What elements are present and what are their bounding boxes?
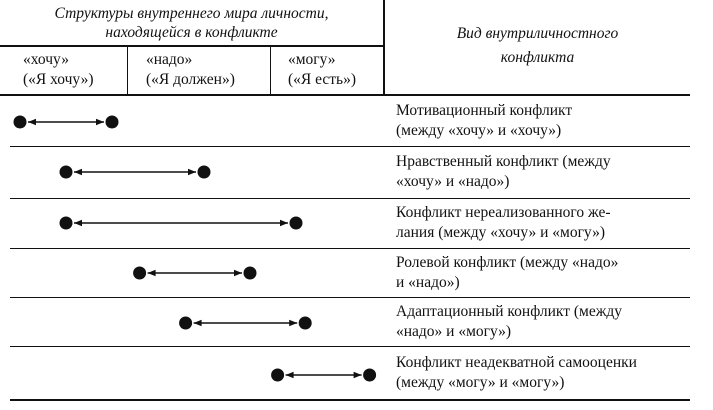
- row-1-arrowhead-left: [28, 119, 36, 125]
- row-5-dot-end: [299, 317, 312, 330]
- header-structures-line1: Структуры внутреннего мира личности,: [54, 5, 329, 22]
- row-3-arrowhead-left: [74, 220, 82, 226]
- row-3-dot-start: [60, 217, 73, 230]
- header-structures-line2: находящейся в конфликте: [105, 24, 278, 41]
- row-1-dot-end: [106, 116, 119, 129]
- row-6-dot-start: [271, 369, 284, 382]
- row-1-dot-start: [14, 116, 27, 129]
- row-2-arrowhead-left: [74, 169, 82, 175]
- row-6-dot-end: [363, 369, 376, 382]
- row-1-arrowhead-right: [96, 119, 104, 125]
- row-6-arrowhead-left: [286, 372, 294, 378]
- column-header-want: «хочу»: [23, 51, 69, 68]
- row-4-dot-start: [133, 267, 146, 280]
- row-3-line1: Конфликт нереализованного же-: [396, 204, 611, 221]
- row-2-line1: Нравственный конфликт (между: [396, 153, 611, 170]
- row-5-line2: «надо» и «могу»): [396, 323, 512, 340]
- column-header-must-sub: («Я должен»): [146, 71, 235, 88]
- row-3-arrowhead-right: [280, 220, 288, 226]
- row-4-dot-end: [244, 267, 257, 280]
- column-header-can: «могу»: [288, 51, 336, 68]
- column-header-must: «надо»: [146, 51, 193, 68]
- row-3-line2: лания (между «хочу» и «могу»): [396, 224, 605, 241]
- row-6-line2: (между «могу» и «могу»): [396, 374, 565, 391]
- row-4-arrowhead-left: [148, 270, 156, 276]
- column-header-can-sub: («Я есть»): [288, 71, 357, 88]
- row-4-line2: и «надо»): [396, 274, 460, 291]
- column-header-want-sub: («Я хочу»): [23, 71, 94, 88]
- row-2-dot-start: [60, 166, 73, 179]
- row-5-dot-start: [179, 317, 192, 330]
- row-4-arrowhead-right: [234, 270, 242, 276]
- row-2-arrowhead-right: [188, 169, 196, 175]
- row-6-line1: Конфликт неадекватной самооценки: [396, 354, 637, 371]
- row-4-line1: Ролевой конфликт (между «надо»: [396, 254, 619, 271]
- row-3-dot-end: [290, 217, 303, 230]
- header-type-line2: конфликта: [500, 49, 575, 66]
- row-1-line1: Мотивационный конфликт: [396, 102, 573, 119]
- row-2-dot-end: [198, 166, 211, 179]
- row-2-line2: «хочу» и «надо»): [396, 173, 510, 190]
- row-5-arrowhead-right: [289, 320, 297, 326]
- header-type-line1: Вид внутриличностного: [456, 25, 619, 42]
- row-5-arrowhead-left: [194, 320, 202, 326]
- row-1-line2: (между «хочу» и «хочу»): [396, 122, 562, 139]
- row-6-arrowhead-right: [354, 372, 362, 378]
- row-5-line1: Адаптационный конфликт (между: [396, 303, 623, 320]
